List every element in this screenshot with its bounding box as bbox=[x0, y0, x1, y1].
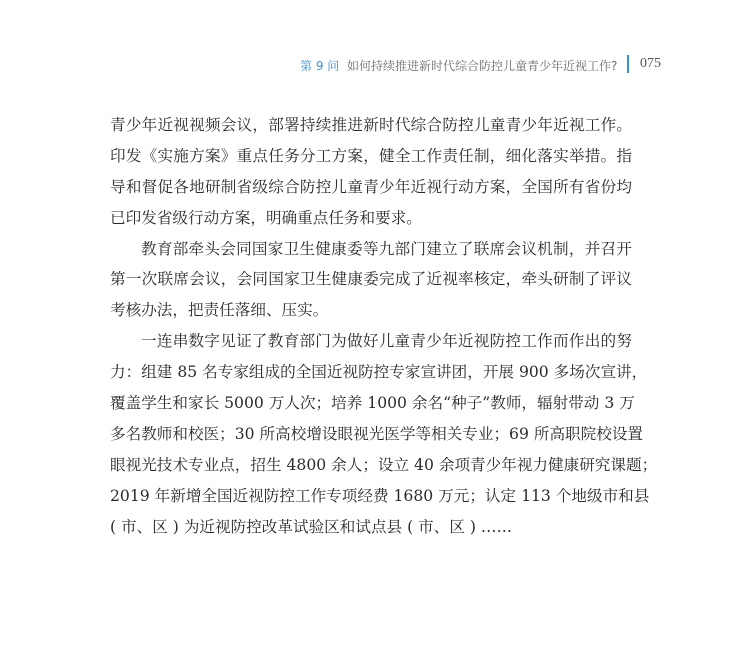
text-line: 导和督促各地研制省级综合防控儿童青少年近视行动方案，全国所有省份均 bbox=[110, 177, 632, 196]
text-line: 2019 年新增全国近视防控工作专项经费 1680 万元；认定 113 个地级市和县 bbox=[110, 486, 650, 505]
text-line: 一连串数字见证了教育部门为做好儿童青少年近视防控工作而作出的努 bbox=[141, 332, 632, 351]
body-text bbox=[110, 110, 658, 542]
text-line: 印发《实施方案》重点任务分工方案，健全工作责任制，细化落实举措。指 bbox=[110, 146, 632, 165]
text-line: 眼视光技术专业点，招生 4800 余人；设立 40 余项青少年视力健康研究课题； bbox=[110, 455, 658, 474]
text-line: ( 市、区 ) 为近视防控改革试验区和试点县 ( 市、区 ) …… bbox=[110, 517, 513, 536]
text-line: 覆盖学生和家长 5000 万人次；培养 1000 余名“种子”教师，辐射带动 3 万 bbox=[110, 394, 635, 413]
header-divider bbox=[627, 55, 629, 73]
text-line: 已印发省级行动方案，明确重点任务和要求。 bbox=[110, 208, 422, 227]
text-line: 教育部牵头会同国家卫生健康委等九部门建立了联席会议机制，并召开 bbox=[141, 239, 632, 258]
running-header bbox=[0, 55, 745, 75]
question-label: 第 9 问 bbox=[300, 59, 340, 73]
text-line: 第一次联席会议，会同国家卫生健康委完成了近视率核定，牵头研制了评议 bbox=[110, 270, 632, 289]
text-line: 考核办法，把责任落细、压实。 bbox=[110, 301, 329, 320]
page-number: 075 bbox=[640, 56, 661, 71]
chapter-title: 如何持续推进新时代综合防控儿童青少年近视工作? bbox=[347, 59, 618, 73]
text-line: 青少年近视视频会议，部署持续推进新时代综合防控儿童青少年近视工作。 bbox=[110, 116, 632, 134]
text-line: 多名教师和校医；30 所高校增设眼视光医学等相关专业；69 所高职院校设置 bbox=[110, 424, 644, 443]
text-line: 力：组建 85 名专家组成的全国近视防控专家宣讲团，开展 900 多场次宣讲， bbox=[110, 363, 648, 382]
